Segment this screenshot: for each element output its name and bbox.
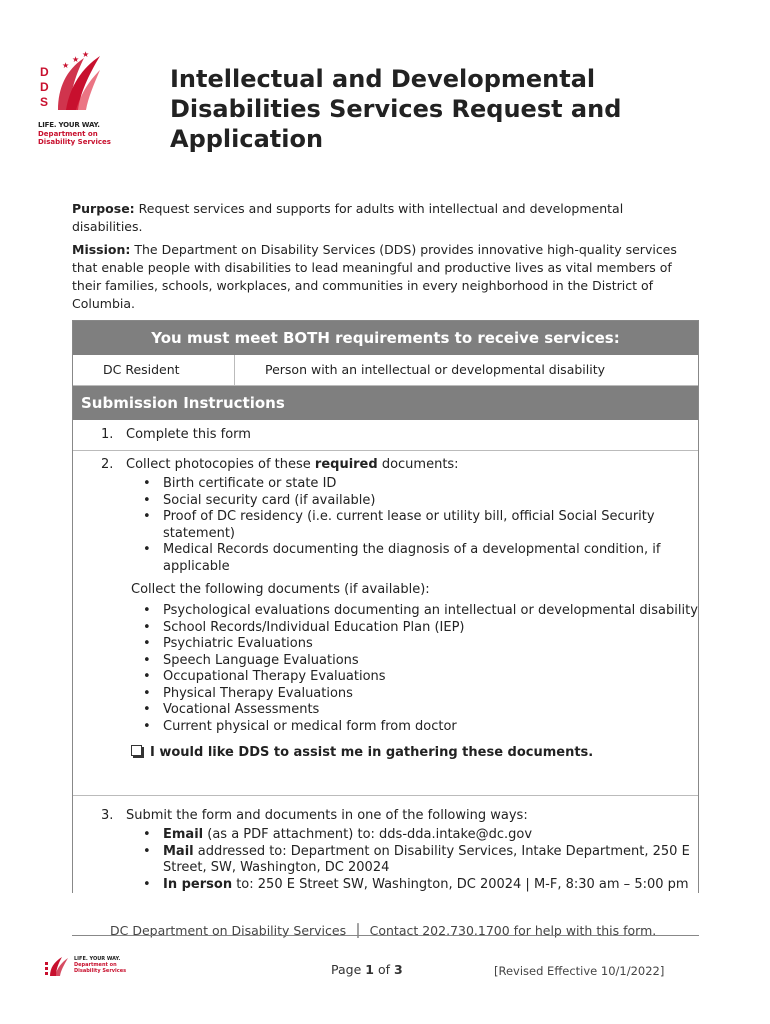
logo-org-line2: Disability Services [38, 138, 111, 146]
list-item: • Physical Therapy Evaluations [163, 686, 698, 703]
required-docs-list [101, 476, 698, 575]
requirement-dc-resident: DC Resident [73, 355, 235, 385]
page-label: Page [331, 962, 362, 977]
list-item: • Medical Records documenting the diagnosis of a developmental condition, if applicable [163, 542, 698, 575]
page-number [331, 962, 403, 977]
mission-text: The Department on Disability Services (DDS) provides innovative high-quality services that enable people with disabilities to lead meaningful and productive lives as vital members of their families, schools, workplaces, and communities in every neighborhood in the District of Columbia. [72, 242, 677, 311]
list-item [163, 844, 698, 877]
footer-logo-text [74, 956, 126, 974]
footer-logo-mark [44, 954, 70, 978]
step-3-text: Submit the form and documents in one of the following ways: [126, 808, 528, 823]
footer-contact: Contact 202.730.1700 for help with this form. [369, 923, 657, 938]
step-1 [73, 420, 698, 451]
purpose-label: Purpose: [72, 201, 135, 216]
list-item: • School Records/Individual Education Plan (IEP) [163, 620, 698, 637]
dds-logo [36, 48, 116, 148]
svg-text:★: ★ [82, 50, 90, 59]
list-item: • Social security card (if available) [163, 493, 698, 510]
purpose-text: Request services and supports for adults with intellectual and developmental disabilities. [72, 201, 624, 234]
assist-checkbox-label: I would like DDS to assist me in gathering these documents. [150, 745, 594, 760]
svg-text:★: ★ [62, 61, 70, 70]
logo-tagline [38, 121, 111, 147]
footer-separator: │ [354, 923, 362, 938]
submission-header: Submission Instructions [73, 386, 698, 420]
method-mail-text: addressed to: Department on Disability Services, Intake Department, 250 E Street, SW, Washington, DC 20024 [163, 843, 690, 875]
step-1-number: 1. [101, 427, 114, 442]
revised-date: [Revised Effective 10/1/2022] [494, 964, 665, 978]
requirement-disability: Person with an intellectual or developmental disability [265, 362, 606, 377]
list-item: • Psychological evaluations documenting an intellectual or developmental disability [163, 603, 698, 620]
list-item: • Speech Language Evaluations [163, 653, 698, 670]
list-item: • Occupational Therapy Evaluations [163, 669, 698, 686]
footer-logo-org1: Department on [74, 962, 117, 968]
list-item [163, 827, 698, 844]
box-bottom-rule [72, 935, 699, 936]
method-email-text: (as a PDF attachment) to: dds-dda.intake@dc.gov [203, 827, 533, 842]
list-item: • Psychiatric Evaluations [163, 636, 698, 653]
requirements-header: You must meet BOTH requirements to receive services: [73, 321, 698, 355]
step-2-text-before: Collect photocopies of these [126, 457, 315, 472]
footer-org: DC Department on Disability Services [110, 923, 347, 938]
list-item: • Vocational Assessments [163, 702, 698, 719]
method-email-label: Email [163, 827, 204, 842]
page-title: Intellectual and Developmental Disabilities Services Request and Application [170, 65, 622, 153]
logo-letter-d1: D [40, 65, 49, 79]
assist-checkbox-row[interactable] [101, 745, 698, 760]
checkbox-icon[interactable] [131, 745, 142, 756]
mission-label: Mission: [72, 242, 131, 257]
optional-docs-intro: Collect the following documents (if available): [131, 582, 430, 597]
page-of: of [377, 962, 390, 977]
logo-tagline-text: LIFE. YOUR WAY. [38, 121, 100, 129]
list-item: • Current physical or medical form from doctor [163, 719, 698, 736]
step-3 [73, 796, 698, 893]
step-3-number: 3. [101, 808, 114, 823]
page-current: 1 [365, 962, 374, 977]
submit-methods-list [101, 827, 698, 893]
svg-text:★: ★ [72, 55, 80, 64]
logo-org-line1: Department on [38, 129, 98, 138]
step-2-number: 2. [101, 457, 114, 472]
dds-logo-mark [36, 48, 116, 120]
step-2-text-bold: required [314, 457, 378, 472]
step-2-text-after: documents: [377, 457, 459, 472]
method-inperson-label: In person [163, 876, 233, 892]
logo-letter-s: S [40, 95, 49, 109]
step-1-text: Complete this form [126, 427, 251, 442]
mission-paragraph [72, 241, 692, 313]
page-total: 3 [393, 962, 403, 977]
optional-docs-list [101, 603, 698, 735]
logo-letter-d2: D [40, 80, 49, 94]
requirements-row [73, 355, 698, 386]
purpose-paragraph [72, 200, 692, 236]
method-mail-label: Mail [163, 843, 194, 859]
list-item [163, 877, 698, 894]
footer-logo-org2: Disability Services [74, 968, 127, 974]
step-2 [73, 451, 698, 796]
list-item: • Birth certificate or state ID [163, 476, 698, 493]
footer-logo-tagline: LIFE. YOUR WAY. [74, 956, 121, 962]
method-inperson-text: to: 250 E Street SW, Washington, DC 20024 | M-F, 8:30 am – 5:00 pm [232, 876, 689, 892]
list-item: • Proof of DC residency (i.e. current lease or utility bill, official Social Security statement) [163, 509, 698, 542]
requirements-table [72, 320, 699, 893]
footer-logo [44, 954, 134, 978]
